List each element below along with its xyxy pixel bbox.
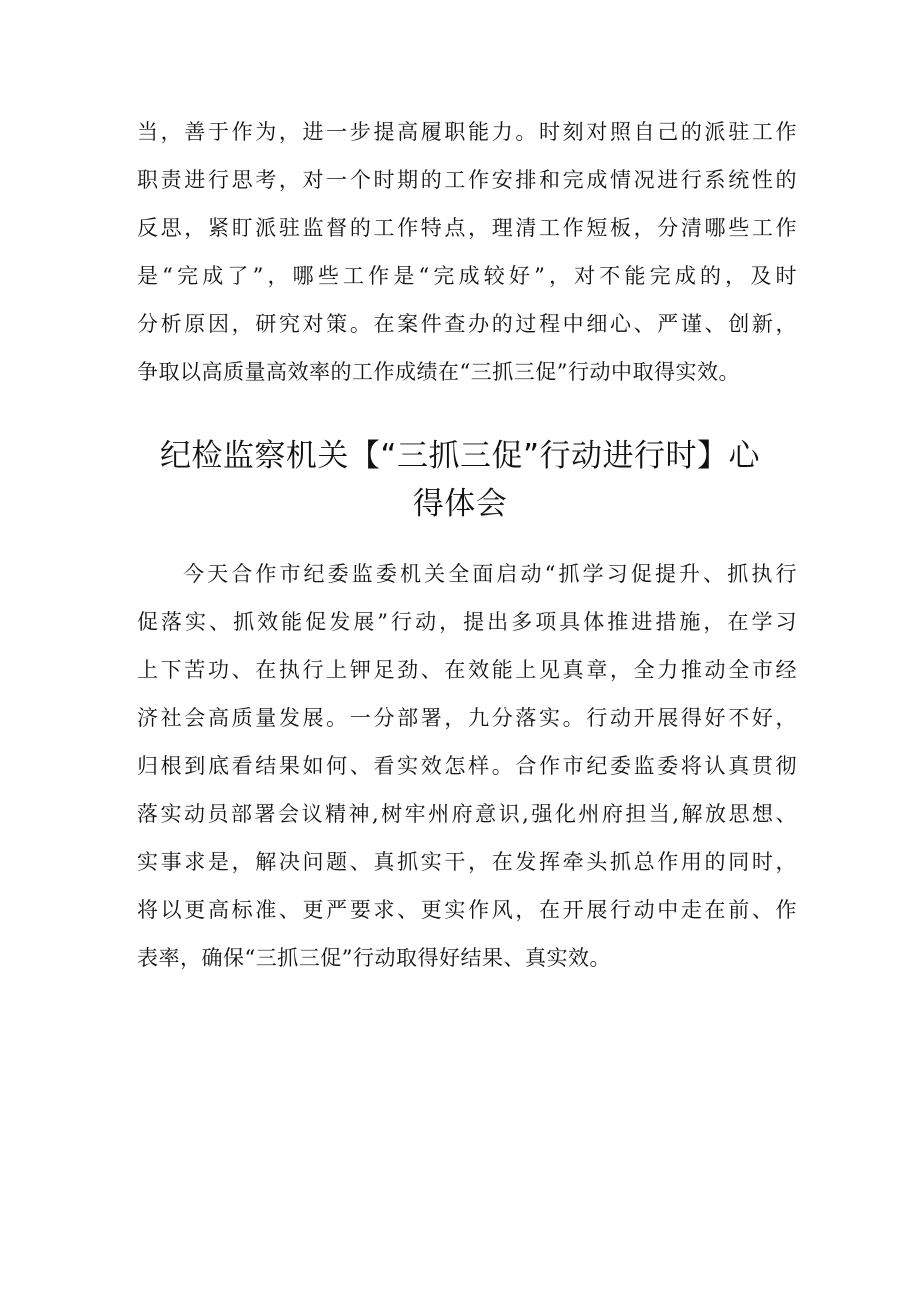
paragraph-continued (137, 108, 797, 396)
paragraph-line: 今天合作市纪委监委机关全面启动“抓学习促提升、抓执行 (183, 562, 797, 586)
section-heading (100, 432, 820, 528)
paragraph-line: 归根到底看结果如何、看实效怎样。合作市纪委监委将认真贯彻 (137, 754, 797, 778)
paragraph-line: 促落实、抓效能促发展”行动，提出多项具体推进措施，在学习 (137, 610, 797, 634)
paragraph-line: 职责进行思考，对一个时期的工作安排和完成情况进行系统性的 (137, 168, 797, 192)
paragraph-line: 争取以高质量高效率的工作成绩在“三抓三促”行动中取得实效。 (137, 360, 740, 384)
paragraph-line: 是“完成了”，哪些工作是“完成较好”，对不能完成的，及时 (137, 264, 797, 288)
paragraph-line: 当，善于作为，进一步提高履职能力。时刻对照自己的派驻工作 (137, 120, 797, 144)
heading-line: 得体会 (412, 486, 508, 522)
paragraph-line: 反思，紧盯派驻监督的工作特点，理清工作短板，分清哪些工作 (137, 216, 797, 240)
heading-line: 纪检监察机关【“三抓三促”行动进行时】心 (159, 438, 761, 474)
paragraph-line: 上下苦功、在执行上钾足劲、在效能上见真章，全力推动全市经 (137, 658, 797, 682)
paragraph-line: 济社会高质量发展。一分部署，九分落实。行动开展得好不好， (137, 706, 797, 730)
paragraph-line: 落实动员部署会议精神,树牢州府意识,强化州府担当,解放思想、 (137, 802, 797, 826)
paragraph-line: 表率，确保“三抓三促”行动取得好结果、真实效。 (137, 946, 611, 970)
paragraph-line: 分析原因，研究对策。在案件查办的过程中细心、严谨、创新， (137, 312, 797, 336)
paragraph-body (137, 550, 797, 982)
paragraph-line: 将以更高标准、更严要求、更实作风，在开展行动中走在前、作 (137, 898, 797, 922)
paragraph-line: 实事求是，解决问题、真抓实干，在发挥牵头抓总作用的同时， (137, 850, 797, 874)
